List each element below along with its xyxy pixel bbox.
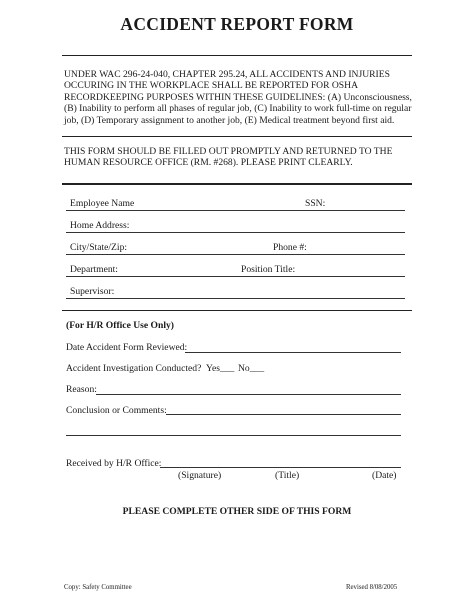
instructions-text: THIS FORM SHOULD BE FILLED OUT PROMPTLY AND RETURNED TO THE HUMAN RESOURCE OFFICE (RM. #268). PLEASE PRINT CLEARLY. [64, 146, 393, 169]
city-state-zip-label: City/State/Zip: [70, 242, 128, 253]
ssn-label: SSN: [305, 198, 326, 209]
position-title-label: Position Title: [241, 264, 296, 275]
footer-revised: Revised 8/08/2005 [346, 584, 398, 591]
reason-label: Reason: [66, 384, 97, 395]
received-by-label: Received by H/R Office: [66, 458, 162, 469]
investigation-no[interactable]: No___ [238, 363, 265, 374]
employee-name-label: Employee Name [70, 198, 135, 209]
received-by-line[interactable] [160, 467, 401, 468]
home-address-line[interactable] [66, 232, 405, 233]
divider-top [62, 55, 412, 56]
investigation-label: Accident Investigation Conducted? [66, 363, 202, 374]
office-use-heading: (For H/R Office Use Only) [66, 320, 174, 331]
conclusion-line-2[interactable] [66, 435, 401, 436]
reason-line[interactable] [96, 394, 401, 395]
supervisor-label: Supervisor: [70, 286, 115, 297]
date-reviewed-label: Date Accident Form Reviewed: [66, 342, 188, 353]
conclusion-label: Conclusion or Comments: [66, 405, 167, 416]
footer-copy: Copy: Safety Committee [64, 584, 132, 591]
home-address-label: Home Address: [70, 220, 130, 231]
employee-name-ssn-line[interactable] [66, 210, 405, 211]
complete-other-side-notice: PLEASE COMPLETE OTHER SIDE OF THIS FORM [122, 506, 352, 517]
department-position-line[interactable] [66, 276, 405, 277]
date-caption: (Date) [372, 470, 397, 481]
investigation-yes[interactable]: Yes___ [206, 363, 235, 374]
osha-guidelines-text: UNDER WAC 296-24-040, CHAPTER 295.24, ALL ACCIDENTS AND INJURIES OCCURING IN THE WORKPLACE SHALL BE REPORTED FOR OSHA RECORDKEEPING PURPOSES WITHIN THESE GUIDELINES: (A) Unconsciousness, (B) Inability to perform all phases of regular job, (C) Inability to work full-time on regular job, (D) Temporary assignment to another job, (E) Medical treatment beyond first aid. [64, 69, 412, 126]
form-title: ACCIDENT REPORT FORM [120, 14, 354, 34]
signature-caption: (Signature) [178, 470, 222, 481]
title-caption: (Title) [275, 470, 300, 481]
phone-label: Phone #: [273, 242, 307, 253]
divider-employee-top [62, 183, 412, 185]
city-phone-line[interactable] [66, 254, 405, 255]
date-reviewed-line[interactable] [185, 352, 401, 353]
supervisor-line[interactable] [66, 298, 405, 299]
department-label: Department: [70, 264, 118, 275]
conclusion-line-1[interactable] [166, 414, 401, 415]
divider-office-top [62, 310, 412, 311]
divider-middle [62, 136, 412, 137]
